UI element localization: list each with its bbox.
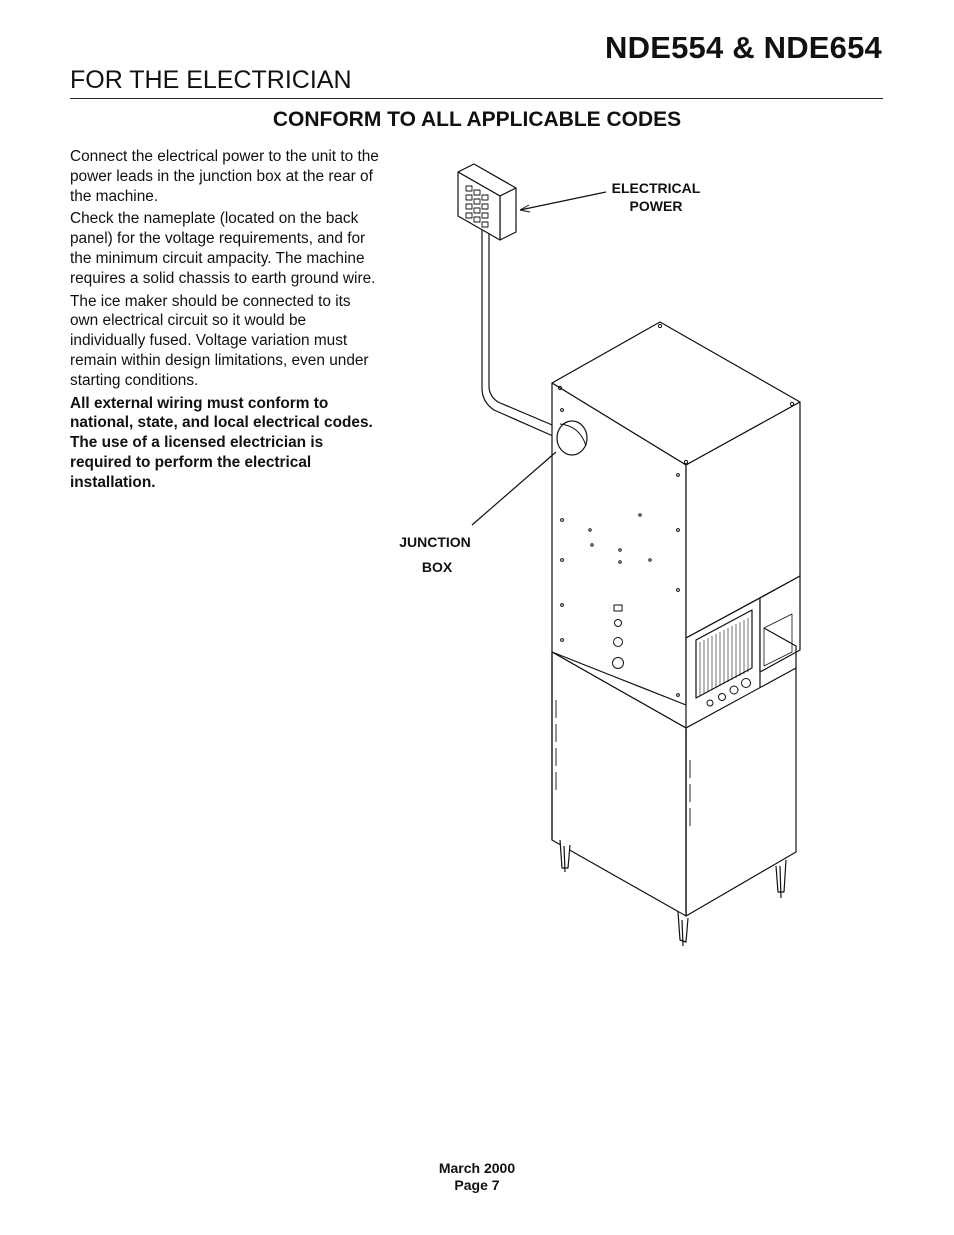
electrical-power-label: ELECTRICAL POWER: [611, 180, 701, 214]
body-text: [70, 147, 380, 496]
footer-page-number: Page 7: [454, 1177, 500, 1193]
junction-box-label-line2: BOX: [421, 559, 453, 575]
section-title: FOR THE ELECTRICIAN: [70, 66, 352, 94]
paragraph-nameplate: Check the nameplate (located on the back panel) for the voltage requirements, and for the minimum circuit ampacity. The machine requires a solid chassis to earth ground wire.: [70, 210, 376, 287]
page-footer: [0, 1160, 954, 1194]
header-rule: [70, 98, 883, 99]
footer-date: March 2000: [438, 1160, 516, 1176]
paragraph-connect-power: Connect the electrical power to the unit to the power leads in the junction box at the rear of the machine.: [70, 148, 379, 205]
paragraph-wiring-codes: All external wiring must conform to national, state, and local electrical codes. The use of a licensed electrician is required to perform the electrical installation.: [70, 394, 373, 491]
subheading: CONFORM TO ALL APPLICABLE CODES: [272, 108, 682, 131]
electrical-power-box: [458, 164, 516, 240]
paragraph-own-circuit: The ice maker should be connected to its own electrical circuit so it would be individually fused. Voltage variation must remain within design limitations, even under starting conditions.: [70, 292, 369, 389]
electrical-power-leader: [520, 192, 606, 210]
junction-box-label-line1: JUNCTION: [399, 534, 471, 550]
model-title: NDE554 & NDE654: [605, 30, 882, 65]
junction-box-leader: [472, 452, 556, 525]
